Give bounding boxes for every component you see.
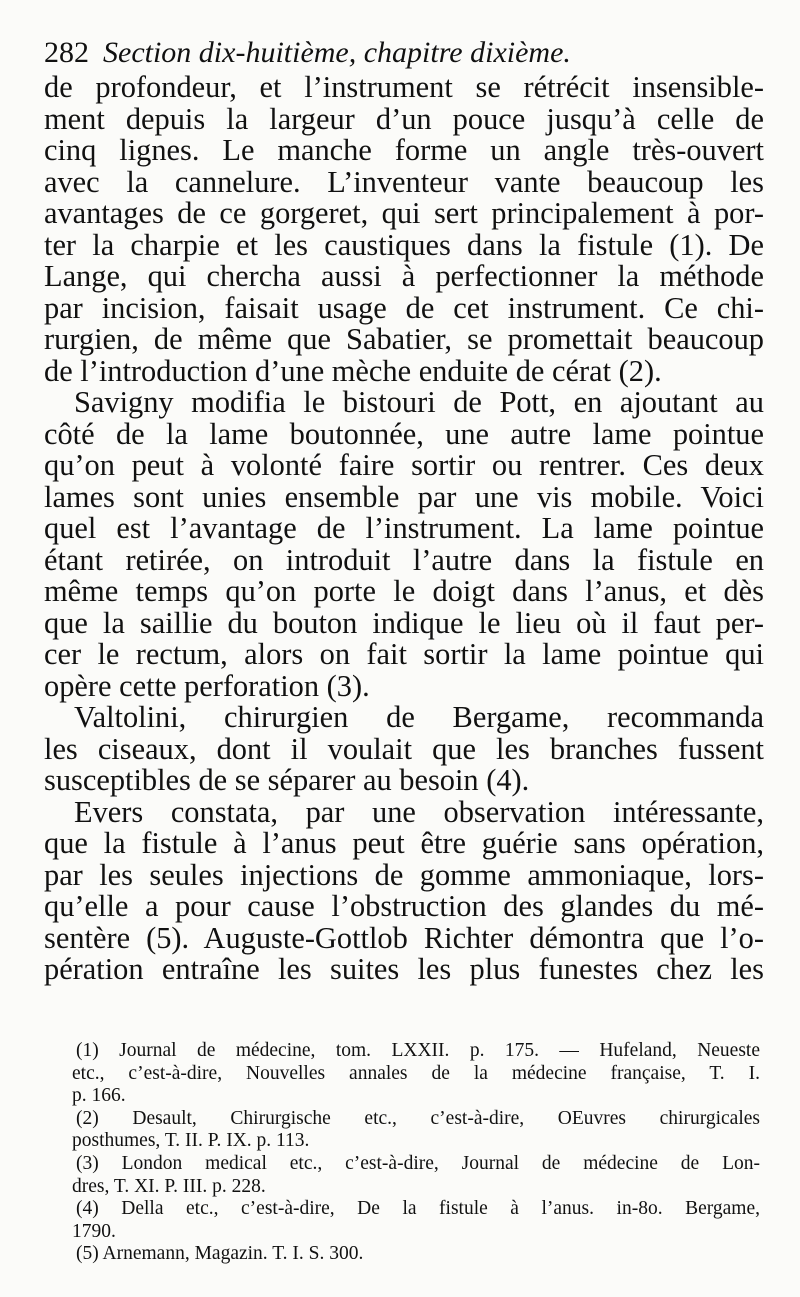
text-line: avec la cannelure. L’inventeur vante beaucoup les bbox=[44, 164, 764, 199]
text-line: sentère (5). Auguste-Gottlob Richter démontra que l’o- bbox=[44, 920, 764, 955]
text-line: de profondeur, et l’instrument se rétrécit insensible- bbox=[44, 70, 764, 104]
text-line: opère cette perforation (3). bbox=[44, 668, 370, 703]
text-line: cinq lignes. Le manche forme un angle très-ouvert bbox=[44, 133, 764, 167]
text-line: les ciseaux, dont il voulait que les branches fussent bbox=[44, 731, 764, 766]
text-line: que la saillie du bouton indique le lieu où il faut per- bbox=[44, 605, 764, 640]
text-line: cer le rectum, alors on fait sortir la lame pointue qui bbox=[44, 637, 764, 671]
text-line: côté de la lame boutonnée, une autre lame pointue bbox=[44, 416, 764, 451]
text-line: Evers constata, par une observation intéressante, bbox=[74, 794, 764, 829]
text-line: rurgien, de même que Sabatier, se promettait beaucoup bbox=[44, 322, 764, 356]
footnote-line: (2) Desault, Chirurgische etc., c’est-à-dire, OEuvres chirurgicales bbox=[76, 1107, 760, 1129]
text-line: même temps qu’on porte le doigt dans l’anus, et dès bbox=[44, 574, 764, 608]
text-line: quel est l’avantage de l’instrument. La lame pointue bbox=[44, 511, 764, 545]
page-number: 282 bbox=[44, 36, 89, 69]
text-line: pération entraîne les suites les plus funestes chez les bbox=[44, 952, 764, 986]
text-line: lames sont unies ensemble par une vis mobile. Voici bbox=[44, 479, 764, 514]
text-line: qu’on peut à volonté faire sortir ou rentrer. Ces deux bbox=[44, 448, 764, 482]
text-line: Lange, qui chercha aussi à perfectionner la méthode bbox=[44, 259, 764, 293]
text-line: étant retirée, on introduit l’autre dans la fistule en bbox=[44, 542, 764, 577]
running-head: Section dix-huitième, chapitre dixième. bbox=[103, 36, 571, 69]
footnote-line: (4) Della etc., c’est-à-dire, De la fistule à l’anus. in-8o. Bergame, bbox=[76, 1198, 760, 1220]
text-line: par les seules injections de gomme ammoniaque, lors- bbox=[44, 857, 764, 892]
text-line: Valtolini, chirurgien de Bergame, recommanda bbox=[74, 700, 764, 734]
text-line: avantages de ce gorgeret, qui sert principalement à por- bbox=[44, 196, 764, 230]
footnote-line: etc., c’est-à-dire, Nouvelles annales de la médecine française, T. I. bbox=[72, 1062, 760, 1084]
footnote-line: p. 166. bbox=[72, 1085, 126, 1107]
text-line: ment depuis la largeur d’un pouce jusqu’à celle de bbox=[44, 101, 764, 136]
footnote-line: posthumes, T. II. P. IX. p. 113. bbox=[72, 1130, 310, 1152]
text-line: de l’introduction d’une mèche enduite de cérat (2). bbox=[44, 353, 662, 388]
text-line: Savigny modifia le bistouri de Pott, en ajoutant au bbox=[74, 385, 764, 419]
text-line: susceptibles de se séparer au besoin (4). bbox=[44, 763, 530, 797]
body-text bbox=[44, 72, 764, 986]
footnote-line: (5) Arnemann, Magazin. T. I. S. 300. bbox=[76, 1243, 364, 1265]
footnote-line: dres, T. XI. P. III. p. 228. bbox=[72, 1175, 266, 1197]
text-line: par incision, faisait usage de cet instrument. Ce chi- bbox=[44, 290, 764, 325]
text-line: qu’elle a pour cause l’obstruction des glandes du mé- bbox=[44, 889, 764, 923]
text-line: que la fistule à l’anus peut être guérie sans opération, bbox=[44, 826, 764, 860]
footnote-line: (1) Journal de médecine, tom. LXXII. p. 175. — Hufeland, Neueste bbox=[76, 1040, 760, 1061]
footnote-line: (3) London medical etc., c’est-à-dire, Journal de médecine de Lon- bbox=[76, 1152, 760, 1174]
footnote-line: 1790. bbox=[72, 1220, 116, 1242]
text-line: ter la charpie et les caustiques dans la fistule (1). De bbox=[44, 227, 764, 262]
footnotes bbox=[72, 1040, 760, 1266]
